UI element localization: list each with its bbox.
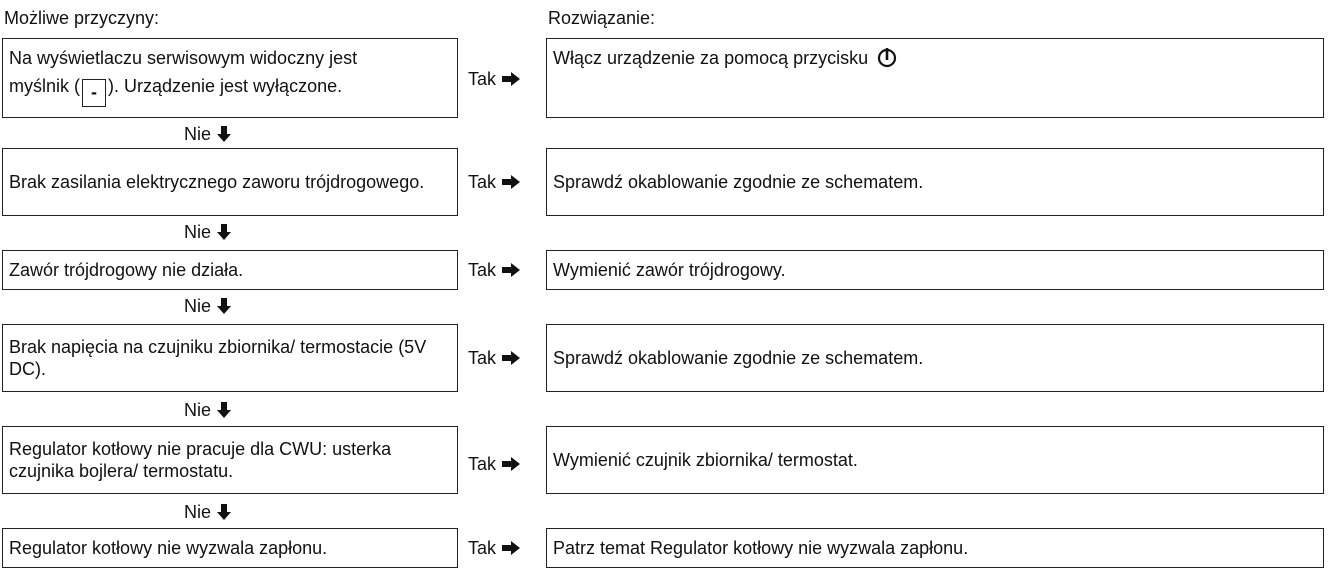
arrow-right-icon	[502, 263, 520, 277]
no-text-5: Nie	[184, 502, 212, 522]
solution-box-5: Wymienić czujnik zbiornika/ termostat.	[546, 426, 1324, 494]
cause-box-4: Brak napięcia na czujniku zbiornika/ termostacie (5V DC).	[2, 324, 458, 392]
yes-label-1	[468, 68, 538, 90]
cause-1-post: ). Urządzenie jest wyłączone.	[108, 76, 343, 96]
yes-text-5: Tak	[468, 454, 497, 474]
no-text-2: Nie	[184, 222, 212, 242]
yes-text-4: Tak	[468, 348, 497, 368]
no-label-1	[184, 124, 231, 144]
no-label-5	[184, 502, 231, 522]
no-text-1: Nie	[184, 124, 212, 144]
solution-box-4: Sprawdź okablowanie zgodnie ze schematem.	[546, 324, 1324, 392]
solution-box-3: Wymienić zawór trójdrogowy.	[546, 250, 1324, 290]
solution-box-6: Patrz temat Regulator kotłowy nie wyzwala zapłonu.	[546, 528, 1324, 568]
arrow-down-icon	[217, 224, 231, 240]
yes-text-1: Tak	[468, 69, 497, 89]
yes-label-4	[468, 347, 538, 369]
cause-box-6: Regulator kotłowy nie wyzwala zapłonu.	[2, 528, 458, 568]
no-label-2	[184, 222, 231, 242]
yes-label-3	[468, 259, 538, 281]
cause-1-line1: Na wyświetlaczu serwisowym widoczny jest	[9, 48, 358, 68]
arrow-right-icon	[502, 351, 520, 365]
arrow-down-icon	[217, 298, 231, 314]
no-label-4	[184, 400, 231, 420]
arrow-right-icon	[502, 175, 520, 189]
solution-header: Rozwiązanie:	[548, 8, 656, 28]
yes-label-2	[468, 171, 538, 193]
arrow-right-icon	[502, 457, 520, 471]
arrow-down-icon	[217, 126, 231, 142]
cause-box-1	[2, 38, 458, 118]
yes-text-3: Tak	[468, 260, 497, 280]
no-text-3: Nie	[184, 296, 212, 316]
yes-label-6	[468, 537, 538, 559]
causes-header: Możliwe przyczyny:	[4, 8, 160, 28]
yes-text-6: Tak	[468, 538, 497, 558]
cause-box-5: Regulator kotłowy nie pracuje dla CWU: usterka czujnika bojlera/ termostatu.	[2, 426, 458, 494]
cause-1-pre: myślnik (	[9, 76, 80, 96]
cause-1-line2	[9, 75, 451, 107]
solution-box-1	[546, 38, 1324, 118]
arrow-right-icon	[502, 541, 520, 555]
arrow-down-icon	[217, 402, 231, 418]
solution-box-2: Sprawdź okablowanie zgodnie ze schematem.	[546, 148, 1324, 216]
yes-label-5	[468, 453, 538, 475]
arrow-down-icon	[217, 504, 231, 520]
arrow-right-icon	[502, 72, 520, 86]
yes-text-2: Tak	[468, 172, 497, 192]
solution-1-text: Włącz urządzenie za pomocą przycisku	[553, 48, 869, 68]
dash-symbol: -	[82, 79, 106, 107]
no-label-3	[184, 296, 231, 316]
cause-box-3: Zawór trójdrogowy nie działa.	[2, 250, 458, 290]
power-icon	[876, 47, 898, 69]
no-text-4: Nie	[184, 400, 212, 420]
cause-box-2: Brak zasilania elektrycznego zaworu trójdrogowego.	[2, 148, 458, 216]
